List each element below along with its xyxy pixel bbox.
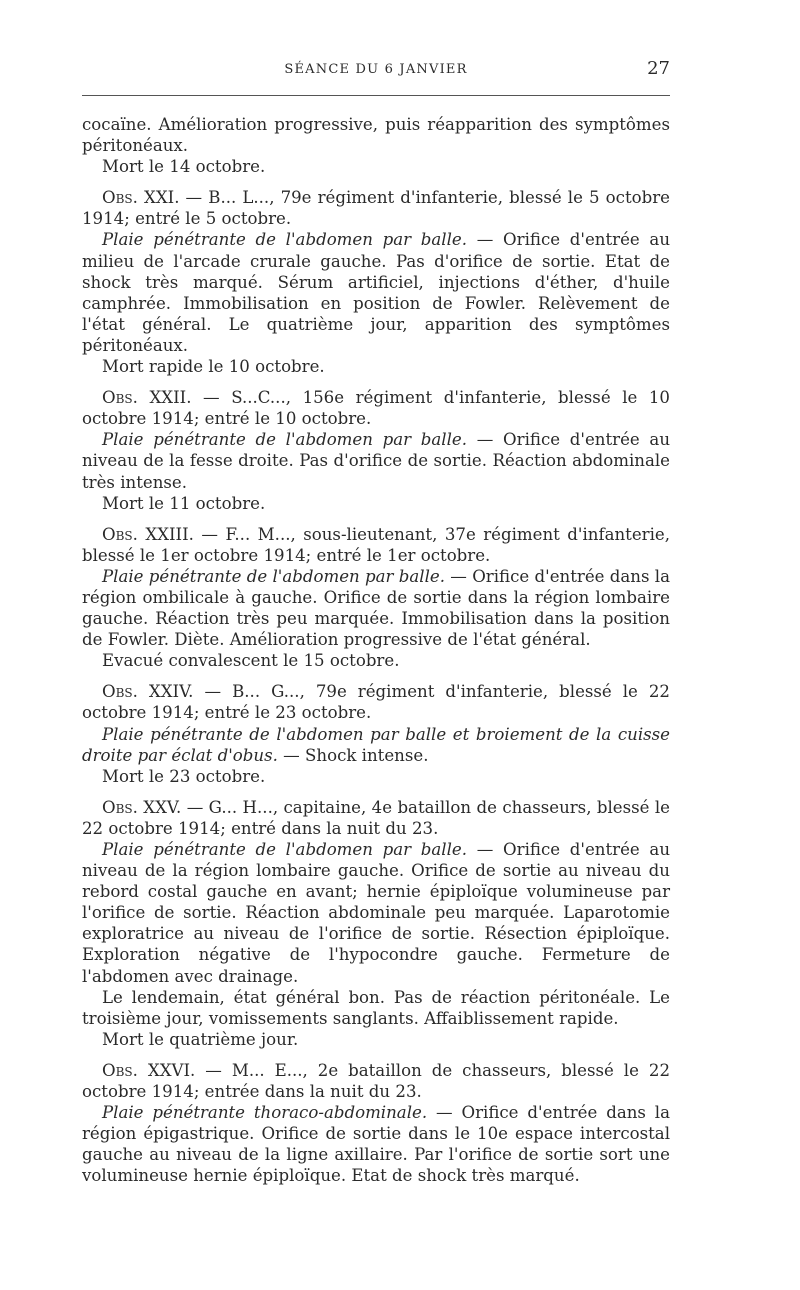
observation-text: — Orifice d'entrée au niveau de la fesse droite. Pas d'orifice de sortie. Réaction abdominale très intense. bbox=[82, 430, 671, 492]
observation-text: — Orifice d'entrée au milieu de l'arcade crurale gauche. Pas d'orifice de sortie. Etat de shock très marqué. Sérum artificiel, injections d'éther, d'huile camphrée. Immobilisation en position de Fowler. Relèvement de l'état général. Le quatrième jour, apparition des symptômes péritonéaux. bbox=[82, 230, 671, 355]
observation-title: Plaie pénétrante de l'abdomen par balle. bbox=[102, 840, 468, 859]
observation-label: Obs. XXIII. bbox=[102, 524, 194, 544]
observation-text: — Orifice d'entrée dans la région épigastrique. Orifice de sortie dans le 10e espace intercostal gauche au niveau de la ligne axillaire. Par l'orifice de sortie sort une volumineuse hernie épiploïque. Etat de shock très marqué. bbox=[82, 1103, 671, 1186]
observation-22-end: Mort le 11 octobre. bbox=[102, 493, 266, 513]
running-header bbox=[82, 58, 670, 88]
header-rule bbox=[82, 95, 670, 96]
observation-intro: — B... G..., 79e régiment d'infanterie, blessé le 22 octobre 1914; entré le 23 octobre. bbox=[82, 682, 670, 723]
observation-label: Obs. XXIV. bbox=[102, 682, 194, 702]
observation-intro: — S...C..., 156e régiment d'infanterie, blessé le 10 octobre 1914; entré le 10 octobre. bbox=[82, 388, 670, 429]
observation-21-end: Mort rapide le 10 octobre. bbox=[102, 357, 325, 377]
observation-25-end: Mort le quatrième jour. bbox=[102, 1029, 299, 1049]
observation-26-body bbox=[82, 1102, 670, 1186]
observation-label: Obs. XXII. bbox=[102, 388, 192, 408]
observation-25-intro bbox=[82, 797, 670, 839]
observation-24-intro bbox=[82, 681, 670, 723]
observation-intro: — G... H..., capitaine, 4e bataillon de chasseurs, blessé le 22 octobre 1914; entré dans la nuit du 23. bbox=[82, 797, 670, 838]
observation-intro: — M... E..., 2e bataillon de chasseurs, blessé le 22 octobre 1914; entrée dans la nuit du 23. bbox=[82, 1060, 671, 1102]
observation-25-followup: Le lendemain, état général bon. Pas de réaction péritonéale. Le troisième jour, vomissements sanglants. Affaiblissement rapide. bbox=[82, 987, 670, 1028]
header-title: SÉANCE DU 6 JANVIER bbox=[284, 62, 468, 77]
page-body bbox=[82, 114, 670, 1187]
observation-title: Plaie pénétrante de l'abdomen par balle. bbox=[102, 566, 445, 586]
observation-title: Plaie pénétrante thoraco-abdominale. bbox=[102, 1103, 428, 1123]
observation-label: Obs. XXVI. bbox=[102, 1060, 196, 1080]
observation-text: — Shock intense. bbox=[277, 745, 429, 765]
observation-24-end: Mort le 23 octobre. bbox=[102, 766, 266, 786]
observation-intro: — B... L..., 79e régiment d'infanterie, blessé le 5 octobre 1914; entré le 5 octobre. bbox=[82, 188, 670, 229]
observation-22-body bbox=[82, 429, 670, 492]
observation-23-intro bbox=[82, 524, 670, 566]
observation-title: Plaie pénétrante de l'abdomen par balle. bbox=[102, 230, 468, 250]
observation-23-body bbox=[82, 566, 670, 650]
observation-intro: — F... M..., sous-lieutenant, 37e régiment d'infanterie, blessé le 1er octobre 1914; entré le 1er octobre. bbox=[82, 524, 670, 565]
observation-label: Obs. XXV. bbox=[102, 797, 182, 817]
observation-21-intro bbox=[82, 187, 670, 229]
observation-24-body bbox=[82, 724, 670, 766]
paragraph-continuation: cocaïne. Amélioration progressive, puis réapparition des symptômes péritonéaux. bbox=[82, 115, 670, 156]
observation-21-body bbox=[82, 229, 670, 356]
observation-title: Plaie pénétrante de l'abdomen par balle. bbox=[102, 430, 468, 450]
death-note: Mort le 14 octobre. bbox=[102, 157, 266, 177]
observation-text: — Orifice d'entrée au niveau de la région lombaire gauche. Orifice de sortie au niveau du rebord costal gauche en avant; hernie épiploïque volumineuse par l'orifice de sortie. Réaction abdominale peu marquée. Laparotomie exploratrice au niveau de l'orifice de sortie. Résection épiploïque. Exploration négative de l'hypocondre gauche. Fermeture de l'abdomen avec drainage. bbox=[82, 840, 671, 986]
observation-22-intro bbox=[82, 387, 670, 429]
observation-25-body bbox=[82, 839, 670, 987]
observation-label: Obs. XXI. bbox=[102, 188, 180, 208]
observation-text: — Orifice d'entrée dans la région ombilicale à gauche. Orifice de sortie dans la région lombaire gauche. Réaction très peu marquée. Immobilisation dans la position de Fowler. Diète. Amélioration progressive de l'état général. bbox=[82, 566, 670, 650]
page-number: 27 bbox=[647, 58, 670, 79]
observation-title: Plaie pénétrante de l'abdomen par balle et broiement de la cuisse droite par éclat d'obus. bbox=[82, 724, 670, 765]
observation-23-end: Evacué convalescent le 15 octobre. bbox=[102, 651, 400, 671]
observation-26-intro bbox=[82, 1060, 670, 1102]
